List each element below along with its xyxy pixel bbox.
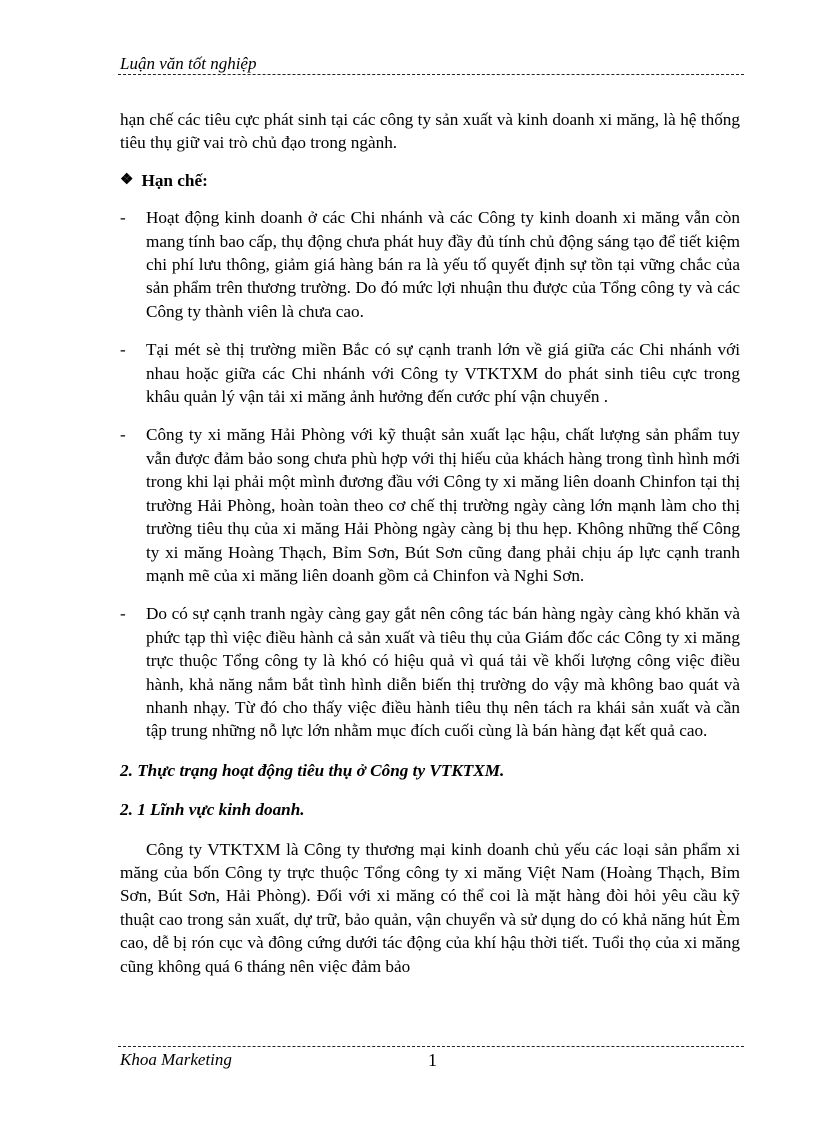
business-paragraph: Công ty VTKTXM là Công ty thương mại kinh doanh chủ yếu các loại sản phẩm xi măng của bốn Công ty trực thuộc Tổng công ty xi măng Việt Nam (Hoàng Thạch, Bỉm Sơn, Bút Sơn, Hải Phòng). Đối với xi măng có thể coi là mặt hàng đòi hỏi yêu cầu kỹ thuật cao trong sản xuất, dự trữ, bảo quản, vận chuyển và sử dụng do có khả năng hút Èm cao, dễ bị rón cục và đông cứng dưới tác động của khí hậu thời tiết. Tuổi thọ của xi măng cũng không quá 6 tháng nên việc đảm bảo (120, 839, 740, 976)
limitations-list (120, 206, 740, 743)
diamond-bullet-icon: ❖ (120, 171, 134, 188)
dash-bullet-icon: - (120, 340, 126, 360)
page-body (120, 108, 740, 978)
limitations-heading-text: Hạn chế: (141, 170, 208, 190)
footer-divider (118, 1046, 744, 1047)
limitations-heading (120, 169, 740, 192)
subsection-heading: 2. 1 Lĩnh vực kinh doanh. (120, 800, 305, 820)
footer-department: Khoa Marketing (120, 1050, 232, 1069)
running-header: Luận văn tốt nghiệp (120, 54, 257, 73)
list-item: - Tại mét sè thị trường miền Bắc có sự cạnh tranh lớn về giá giữa các Chi nhánh với nhau hoặc giữa các Chi nhánh với Công ty VTKTXM do phát sinh tiêu cực trong khâu quản lý vận tải xi măng ảnh hưởng đến cước phí vận chuyển . (120, 340, 740, 407)
intro-paragraph: hạn chế các tiêu cực phát sinh tại các công ty sản xuất và kinh doanh xi măng, là hệ thống tiêu thụ giữ vai trò chủ đạo trong ngành. (120, 110, 740, 153)
dash-bullet-icon: - (120, 208, 126, 228)
section-heading: 2. Thực trạng hoạt động tiêu thụ ở Công ty VTKTXM. (120, 760, 505, 780)
header-divider (118, 74, 744, 75)
list-item: - Công ty xi măng Hải Phòng với kỹ thuật sản xuất lạc hậu, chất lượng sản phẩm tuy vẫn được đảm bảo song chưa phù hợp với thị hiếu của khách hàng trong tình hình mới trong khi lại phải một mình đương đầu với Công ty xi măng liên doanh Chinfon tại thị trường Hải Phòng, hoàn toàn theo cơ chế thị trường ngày càng lớn mạnh làm cho thị trường tiêu thụ của xi măng Hải Phòng ngày càng bị thu hẹp. Không những thế Công ty xi măng Hoàng Thạch, Bỉm Sơn, Bút Sơn cũng đang phải chịu áp lực cạnh tranh mạnh mẽ của xi măng liên doanh gồm cả Chinfon và Nghi Sơn. (120, 425, 740, 585)
page-number: 1 (428, 1050, 437, 1070)
dash-bullet-icon: - (120, 425, 126, 445)
list-item: - Do có sự cạnh tranh ngày càng gay gắt nên công tác bán hàng ngày càng khó khăn và phức tạp thì việc điều hành cả sản xuất và tiêu thụ của Giám đốc các Công ty xi măng trực thuộc Tổng công ty là khó có hiệu quả vì quá tải về khối lượng công việc điều hành, khả năng nắm bắt tình hình diễn biến thị trường do vậy mà không bao quát và nhanh nhạy. Từ đó cho thấy việc điều hành tiêu thụ nên tách ra khái sản xuất và cần tập trung những nỗ lực lớn nhằm mục đích cuối cùng là bán hàng đạt kết quả cao. (120, 604, 740, 741)
list-item: - Hoạt động kinh doanh ở các Chi nhánh và các Công ty kinh doanh xi măng vẫn còn mang tính bao cấp, thụ động chưa phát huy đầy đủ tính chủ động sáng tạo để tiết kiệm chi phí lưu thông, giảm giá hàng bán ra là yếu tố quyết định sự tồn tại vững chắc của sản phẩm trên thương trường. Do đó mức lợi nhuận thu được của Tổng công ty và các Công ty thành viên là chưa cao. (120, 208, 740, 321)
dash-bullet-icon: - (120, 604, 126, 624)
